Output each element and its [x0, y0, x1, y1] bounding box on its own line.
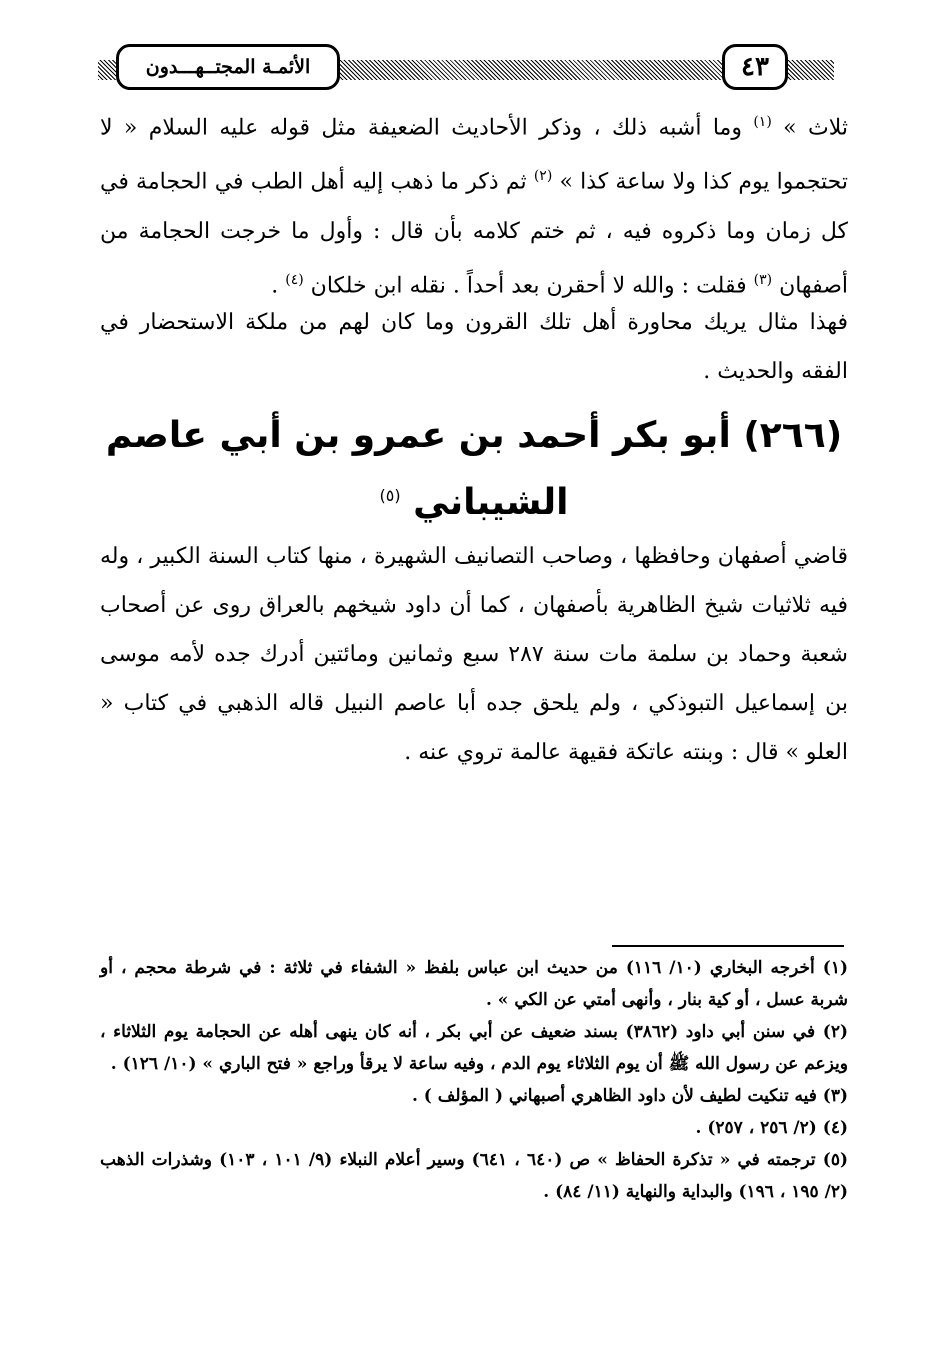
paragraph-continuation — [100, 98, 848, 310]
entry-heading-line1: (٢٦٦) أبو بكر أحمد بن عمرو بن أبي عاصم — [105, 415, 843, 456]
entry-heading-name: الشيباني — [413, 482, 569, 523]
p1-text-2: وما أشبه ذلك ، وذكر الأحاديث الضعيفة مثل قوله عليه السلام « لا تحتجموا يوم كذا ولا ساعة كذا » — [100, 115, 848, 195]
header-ornament-middle — [338, 60, 724, 80]
footnote-4: (٤) (٢/ ٢٥٦ ، ٢٥٧) . — [695, 1118, 848, 1138]
page-number: ٤٣ — [722, 44, 788, 90]
p1-text-4: فقلت : والله لا أحقرن بعد أحداً . نقله ابن خلكان — [303, 272, 754, 298]
paragraph-biography: قاضي أصفهان وحافظها ، وصاحب التصانيف الشهيرة ، منها كتاب السنة الكبير ، وله فيه ثلاثيات شيخ الظاهرية بأصفهان ، كما أن داود شيخهم بالعراق روى عن أصحاب شعبة وحماد بن سلمة مات سنة ٢٨٧ سبع وثمانين ومائتين أدرك جده لأمه موسى بن إسماعيل التبوذكي ، ولم يلحق جده أبا عاصم النبيل قاله الذهبي في كتاب « العلو » قال : وبنته عاتكة فقيهة عالمة تروي عنه . — [100, 544, 848, 765]
footnote-separator — [612, 945, 844, 947]
footnote-2: (٢) في سنن أبي داود (٣٨٦٢) بسند ضعيف عن أبي بكر ، أنه كان ينهى أهله عن الحجامة يوم الثلاثاء ، ويزعم عن رسول الله ﷺ أن يوم الثلاثاء يوم الدم ، وفيه ساعة لا يرقأ وراجع « فتح الباري » (١٠/ ١٢٦) . — [100, 1022, 848, 1074]
p1-text-1: ثلاث » — [771, 115, 848, 141]
header-ornament-left — [98, 60, 116, 80]
footnote-5: (٥) ترجمته في « تذكرة الحفاظ » ص (٦٤٠ ، ٦٤١) وسير أعلام النبلاء (٩/ ١٠١ ، ١٠٣) وشذرات الذهب (٢/ ١٩٥ ، ١٩٦) والبداية والنهاية (١١/ ٨٤) . — [100, 1150, 849, 1202]
footnotes-list — [100, 952, 848, 1208]
footnote-ref-4[interactable]: (٤) — [285, 271, 304, 288]
footnote-ref-5[interactable]: (٥) — [379, 486, 401, 505]
footnote-1: (١) أخرجه البخاري (١٠/ ١١٦) من حديث ابن عباس بلفظ « الشفاء في ثلاثة : في شرطة محجم ، أو شربة عسل ، أو كية بنار ، وأنهى أمتي عن الكي » . — [100, 958, 848, 1010]
footnote-ref-3[interactable]: (٣) — [753, 271, 773, 288]
header-ornament-right — [786, 60, 834, 80]
paragraph-summary: فهذا مثال يريك محاورة أهل تلك القرون وما كان لهم من ملكة الاستحضار في الفقه والحديث . — [100, 310, 848, 384]
footnote-ref-1[interactable]: (١) — [753, 114, 772, 130]
running-title: الأئمـة المجتــهـــدون — [116, 44, 340, 90]
p1-text-3: ثم ذكر ما ذهب إليه أهل الطب في الحجامة في كل زمان وما ذكروه فيه ، ثم ختم كلامه بأن قال : وأول ما خرجت الحجامة من أصفهان — [100, 169, 848, 298]
footnote-3: (٣) فيه تنكيت لطيف لأن داود الظاهري أصبهاني ( المؤلف ) . — [411, 1086, 848, 1106]
footnote-ref-2[interactable]: (٢) — [533, 168, 553, 185]
entry-heading-line2 — [100, 464, 848, 535]
p1-text-5: . — [271, 272, 286, 298]
